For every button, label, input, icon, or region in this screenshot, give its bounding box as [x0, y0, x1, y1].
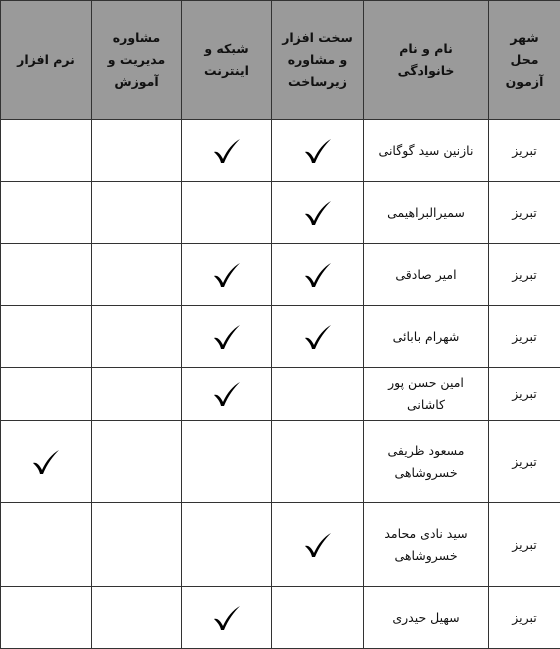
cell-name	[364, 503, 489, 587]
header-city: شهر محل آزمون	[489, 1, 560, 120]
table-row	[1, 120, 560, 182]
name-text: نازنین سید گوگانی	[364, 140, 488, 162]
table-row	[1, 503, 560, 587]
cell-software	[1, 182, 92, 244]
city-text: تبریز	[489, 202, 560, 224]
cell-network	[182, 503, 272, 587]
cell-hardware	[272, 120, 364, 182]
name-text: شهرام بابائی	[364, 326, 488, 348]
name-text: سهیل حیدری	[364, 607, 488, 629]
table-row	[1, 306, 560, 368]
cell-hardware	[272, 244, 364, 306]
cell-hardware	[272, 368, 364, 421]
cell-name	[364, 587, 489, 649]
cell-software	[1, 587, 92, 649]
checkmark-icon	[31, 449, 61, 475]
cell-hardware	[272, 421, 364, 503]
checkmark-icon	[212, 262, 242, 288]
cell-name	[364, 306, 489, 368]
name-text: سید نادی محامد خسروشاهی	[364, 523, 488, 567]
cell-network	[182, 421, 272, 503]
cell-hardware	[272, 182, 364, 244]
table-row	[1, 244, 560, 306]
header-management: مشاوره مدیریت و آموزش	[92, 1, 182, 120]
cell-name	[364, 421, 489, 503]
table-row	[1, 587, 560, 649]
cell-software	[1, 244, 92, 306]
cell-management	[92, 368, 182, 421]
cell-management	[92, 182, 182, 244]
checkmark-icon	[303, 138, 333, 164]
checkmark-icon	[212, 381, 242, 407]
cell-software	[1, 503, 92, 587]
header-network: شبکه و اینترنت	[182, 1, 272, 120]
checkmark-icon	[303, 200, 333, 226]
cell-management	[92, 421, 182, 503]
cell-software	[1, 120, 92, 182]
checkmark-icon	[212, 605, 242, 631]
header-name: نام و نام خانوادگی	[364, 1, 489, 120]
name-text: امین حسن پور کاشانی	[364, 372, 488, 416]
cell-city	[489, 244, 560, 306]
cell-network	[182, 306, 272, 368]
cell-software	[1, 421, 92, 503]
cell-city	[489, 421, 560, 503]
table-row	[1, 421, 560, 503]
city-text: تبریز	[489, 607, 560, 629]
cell-network	[182, 587, 272, 649]
city-text: تبریز	[489, 534, 560, 556]
city-text: تبریز	[489, 451, 560, 473]
cell-management	[92, 306, 182, 368]
header-hardware: سخت افزار و مشاوره زیرساخت	[272, 1, 364, 120]
cell-city	[489, 503, 560, 587]
city-text: تبریز	[489, 140, 560, 162]
header-software: نرم افزار	[1, 1, 92, 120]
table-header-row	[1, 1, 560, 120]
city-text: تبریز	[489, 383, 560, 405]
cell-city	[489, 306, 560, 368]
cell-software	[1, 306, 92, 368]
checkmark-icon	[303, 532, 333, 558]
cell-hardware	[272, 503, 364, 587]
city-text: تبریز	[489, 326, 560, 348]
name-text: سمیرالبراهیمی	[364, 202, 488, 224]
checkmark-icon	[212, 324, 242, 350]
cell-name	[364, 368, 489, 421]
table-row	[1, 368, 560, 421]
cell-hardware	[272, 587, 364, 649]
checkmark-icon	[303, 262, 333, 288]
cell-management	[92, 244, 182, 306]
cell-network	[182, 244, 272, 306]
checkmark-icon	[212, 138, 242, 164]
cell-name	[364, 182, 489, 244]
city-text: تبریز	[489, 264, 560, 286]
cell-management	[92, 120, 182, 182]
cell-name	[364, 244, 489, 306]
cell-management	[92, 587, 182, 649]
cell-city	[489, 587, 560, 649]
checkmark-icon	[303, 324, 333, 350]
cell-network	[182, 120, 272, 182]
table-row	[1, 182, 560, 244]
name-text: مسعود ظریفی خسروشاهی	[364, 440, 488, 484]
cell-hardware	[272, 306, 364, 368]
cell-management	[92, 503, 182, 587]
name-text: امیر صادقی	[364, 264, 488, 286]
cell-network	[182, 368, 272, 421]
cell-city	[489, 182, 560, 244]
cell-city	[489, 120, 560, 182]
cell-software	[1, 368, 92, 421]
cell-city	[489, 368, 560, 421]
cell-name	[364, 120, 489, 182]
cell-network	[182, 182, 272, 244]
